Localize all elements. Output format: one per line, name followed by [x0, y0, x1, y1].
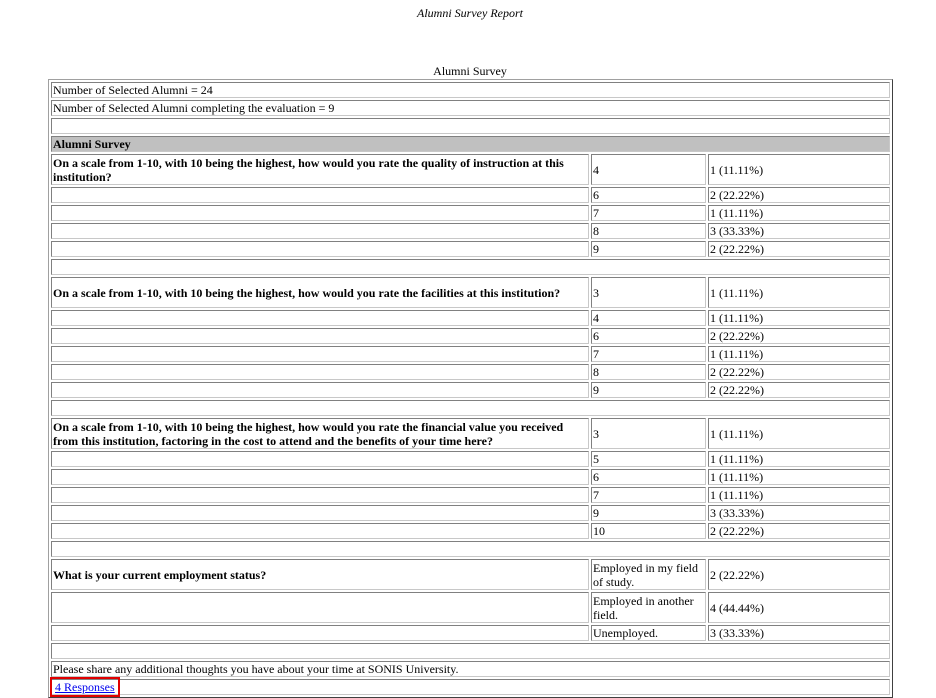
answer-count: 2 (22.22%) — [708, 523, 890, 539]
answer-option: 6 — [591, 328, 706, 344]
spacer-row — [51, 643, 890, 659]
answer-count: 1 (11.11%) — [708, 418, 890, 449]
table-row — [51, 451, 890, 467]
answer-count: 3 (33.33%) — [708, 625, 890, 641]
table-row — [51, 505, 890, 521]
answer-count: 2 (22.22%) — [708, 364, 890, 380]
completed-alumni-count: Number of Selected Alumni completing the evaluation = 9 — [51, 100, 890, 116]
table-row — [51, 559, 890, 590]
spacer-row — [51, 400, 890, 416]
answer-option: 4 — [591, 154, 706, 185]
table-row — [51, 277, 890, 308]
selected-alumni-count: Number of Selected Alumni = 24 — [51, 82, 890, 98]
answer-option: 8 — [591, 364, 706, 380]
table-row — [51, 625, 890, 641]
answer-option: 10 — [591, 523, 706, 539]
answer-count: 1 (11.11%) — [708, 487, 890, 503]
answer-option: Unemployed. — [591, 625, 706, 641]
table-row — [51, 154, 890, 185]
answer-option: 6 — [591, 187, 706, 203]
table-caption: Alumni Survey — [433, 64, 507, 78]
report-title: Alumni Survey Report — [417, 6, 523, 20]
table-row — [51, 346, 890, 362]
answer-count: 2 (22.22%) — [708, 241, 890, 257]
spacer-row — [51, 259, 890, 275]
summary-row — [51, 100, 890, 116]
survey-table — [48, 79, 893, 698]
answer-count: 4 (44.44%) — [708, 592, 890, 623]
table-row — [51, 223, 890, 239]
answer-option: 7 — [591, 346, 706, 362]
answer-option: Employed in my field of study. — [591, 559, 706, 590]
answer-option: 3 — [591, 418, 706, 449]
table-row — [51, 364, 890, 380]
answer-option: 9 — [591, 382, 706, 398]
question-3-text: On a scale from 1-10, with 10 being the highest, how would you rate the financial value you received from this institution, factoring in the cost to attend and the benefits of your time here? — [51, 418, 589, 449]
answer-option: 3 — [591, 277, 706, 308]
section-header: Alumni Survey — [51, 136, 890, 152]
answer-count: 1 (11.11%) — [708, 154, 890, 185]
table-row — [51, 205, 890, 221]
answer-option: 8 — [591, 223, 706, 239]
answer-count: 1 (11.11%) — [708, 346, 890, 362]
question-2-text: On a scale from 1-10, with 10 being the highest, how would you rate the facilities at this institution? — [51, 277, 589, 308]
answer-count: 1 (11.11%) — [708, 451, 890, 467]
table-row — [51, 661, 890, 677]
answer-option: 5 — [591, 451, 706, 467]
answer-count: 1 (11.11%) — [708, 310, 890, 326]
table-row — [51, 469, 890, 485]
answer-count: 2 (22.22%) — [708, 187, 890, 203]
table-row — [51, 679, 890, 695]
answer-count: 1 (11.11%) — [708, 469, 890, 485]
responses-link[interactable]: 4 Responses — [55, 680, 115, 694]
table-row — [51, 241, 890, 257]
table-row — [51, 310, 890, 326]
responses-link-highlight — [53, 680, 117, 694]
answer-count: 1 (11.11%) — [708, 205, 890, 221]
table-row — [51, 187, 890, 203]
table-row — [51, 328, 890, 344]
table-row — [51, 487, 890, 503]
answer-option: 9 — [591, 505, 706, 521]
answer-count: 2 (22.22%) — [708, 559, 890, 590]
open-question-text: Please share any additional thoughts you have about your time at SONIS University. — [51, 661, 890, 677]
answer-option: 9 — [591, 241, 706, 257]
answer-count: 2 (22.22%) — [708, 382, 890, 398]
summary-row — [51, 82, 890, 98]
table-row — [51, 418, 890, 449]
answer-count: 3 (33.33%) — [708, 223, 890, 239]
answer-option: 7 — [591, 205, 706, 221]
spacer-row — [51, 118, 890, 134]
answer-option: Employed in another field. — [591, 592, 706, 623]
answer-option: 7 — [591, 487, 706, 503]
question-1-text: On a scale from 1-10, with 10 being the highest, how would you rate the quality of instruction at this institution? — [51, 154, 589, 185]
table-row — [51, 523, 890, 539]
answer-count: 2 (22.22%) — [708, 328, 890, 344]
answer-option: 6 — [591, 469, 706, 485]
table-row — [51, 592, 890, 623]
answer-count: 3 (33.33%) — [708, 505, 890, 521]
question-4-text: What is your current employment status? — [51, 559, 589, 590]
answer-option: 4 — [591, 310, 706, 326]
answer-count: 1 (11.11%) — [708, 277, 890, 308]
spacer-row — [51, 541, 890, 557]
table-row — [51, 382, 890, 398]
